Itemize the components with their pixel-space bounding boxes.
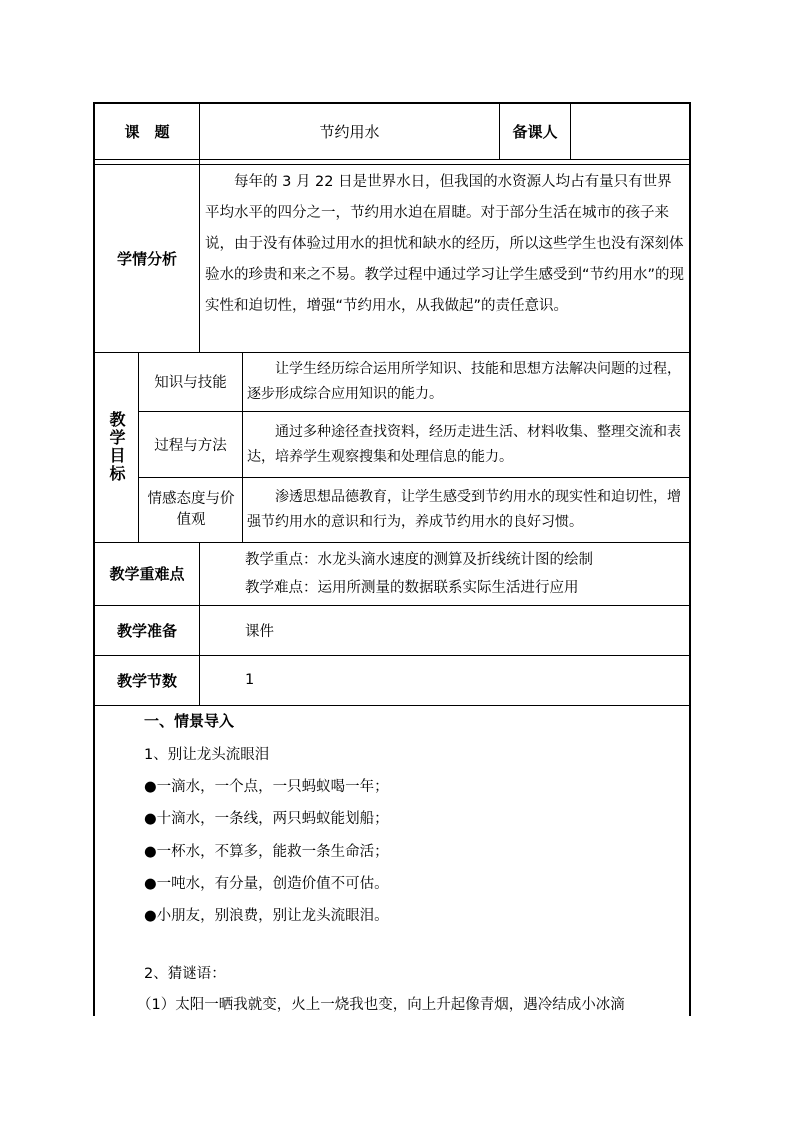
- section-title: 一、情景导入: [144, 712, 235, 730]
- goals-label-text: 教学目标: [107, 411, 126, 483]
- bullet-item: ●小朋友，别浪费，别让龙头流眼泪。: [144, 908, 389, 924]
- difficult-point: 教学难点：运用所测量的数据联系实际生活进行应用: [245, 580, 579, 596]
- prep-value: 课件: [245, 623, 274, 640]
- item-title: 2、猜谜语：: [144, 966, 226, 982]
- goal-label-process: 过程与方法: [154, 438, 227, 454]
- topic-label: 课 题: [124, 123, 170, 141]
- goal-text-process: [247, 420, 687, 470]
- analysis-text: [205, 167, 685, 349]
- goal-paragraph: 通过多种途径查找资料，经历走进生活、材料收集、整理交流和表达，培养学生观察搜集和处理信息的能力。: [247, 424, 681, 465]
- row-divider: [95, 159, 689, 160]
- goal-paragraph: 让学生经历综合运用所学知识、技能和思想方法解决问题的过程，逐步形成综合应用知识的能力。: [247, 361, 681, 402]
- riddle-text: （1）太阳一晒我就变，火上一烧我也变，向上升起像青烟，遇冷结成小冰滴: [137, 997, 625, 1013]
- topic-value: 节约用水: [319, 123, 380, 141]
- bullet-item: ●一杯水，不算多，能救一条生命活；: [144, 844, 389, 860]
- periods-label: 教学节数: [116, 671, 177, 690]
- col-divider: [199, 542, 200, 705]
- preparer-value: [571, 104, 689, 159]
- bullet-item: ●十滴水，一条线，两只蚂蚁能划船；: [144, 811, 389, 827]
- analysis-paragraph: 每年的 3 月 22 日是世界水日，但我国的水资源人均占有量只有世界平均水平的四分之一，节约用水迫在眉睫。对于部分生活在城市的孩子来说，由于没有体验过用水的担忧和缺水的经历，所以这些学生也没有深刻体验水的珍贵和来之不易。教学过程中通过学习让学生感受到“节约用水”的现实性和迫切性，增强“节约用水，从我做起”的责任意识。: [205, 174, 685, 314]
- periods-value: 1: [245, 672, 255, 688]
- item-title: 1、别让龙头流眼泪: [144, 747, 270, 763]
- lesson-plan-page: [93, 102, 691, 1016]
- preparer-label: 备课人: [512, 123, 558, 141]
- key-points: [245, 546, 685, 602]
- goal-text-emotion: [247, 485, 687, 535]
- col-divider: [199, 164, 200, 352]
- prep-label: 教学准备: [116, 621, 177, 640]
- analysis-label: 学情分析: [116, 249, 177, 268]
- goal-label-knowledge: 知识与技能: [154, 375, 227, 391]
- bullet-item: ●一吨水，有分量，创造价值不可估。: [144, 876, 389, 892]
- goal-paragraph: 渗透思想品德教育，让学生感受到节约用水的现实性和迫切性，增强节约用水的意识和行为，养成节约用水的良好习惯。: [247, 489, 681, 530]
- goal-label-emotion: 情感态度与价值观: [147, 491, 235, 528]
- row-divider: [95, 705, 689, 706]
- goal-text-knowledge: [247, 357, 687, 407]
- col-divider: [242, 352, 243, 542]
- key-point: 教学重点：水龙头滴水速度的测算及折线统计图的绘制: [245, 552, 593, 568]
- bullet-item: ●一滴水，一个点，一只蚂蚁喝一年；: [144, 779, 389, 795]
- key-label: 教学重难点: [109, 565, 185, 583]
- goals-label: [95, 352, 138, 542]
